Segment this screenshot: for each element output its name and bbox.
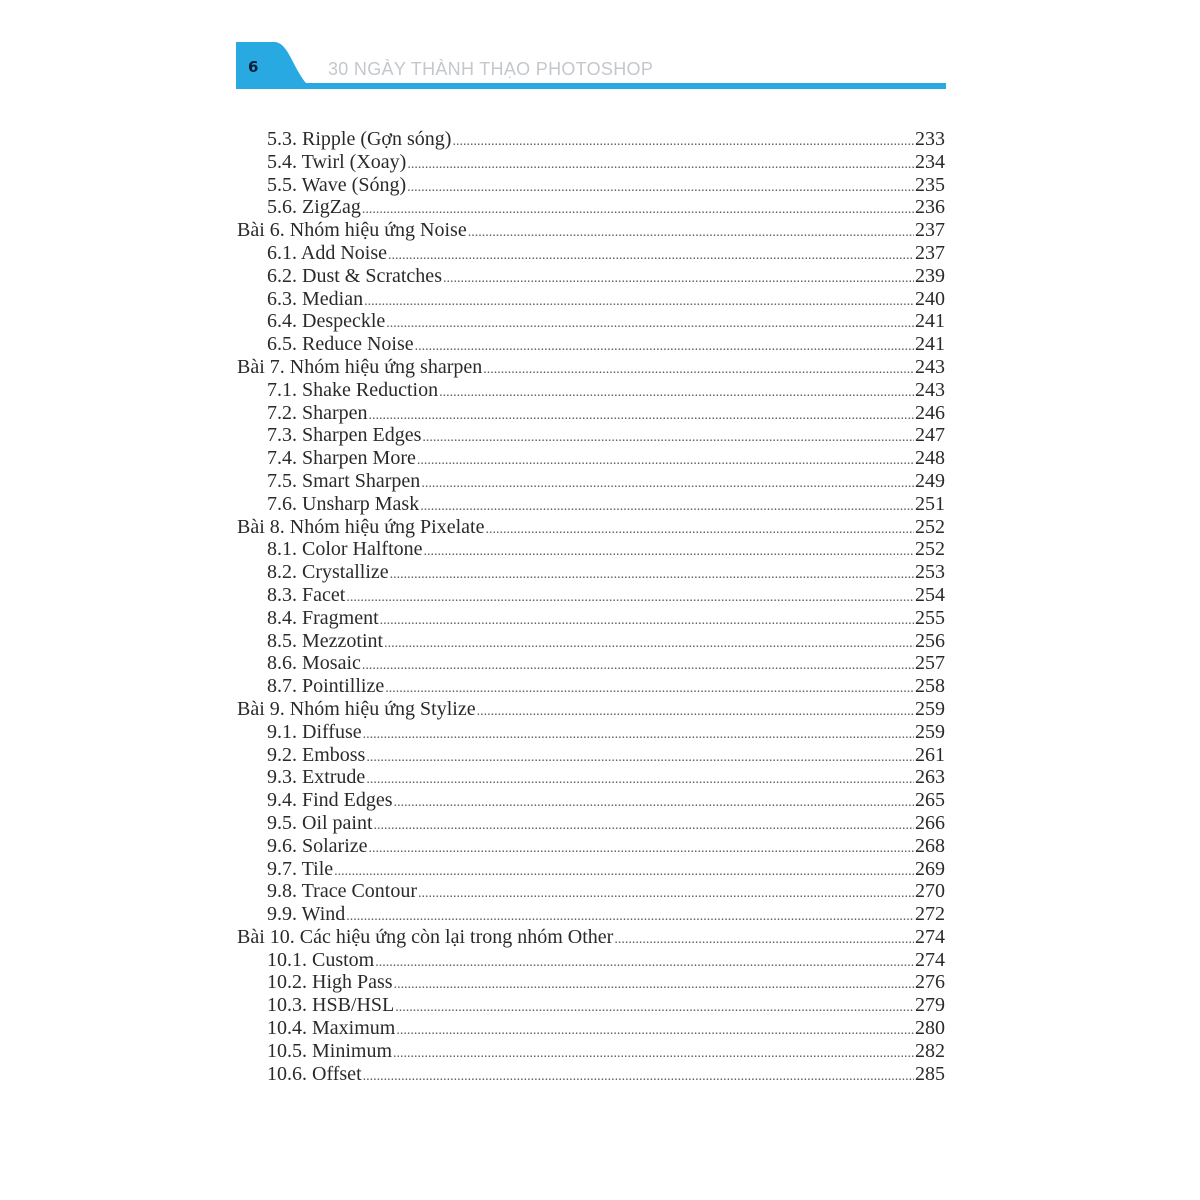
toc-entry-title: Bài 8. Nhóm hiệu ứng Pixelate (237, 515, 485, 538)
toc-dot-leader (384, 633, 914, 656)
toc-entry-title: 7.3. Sharpen Edges (267, 424, 422, 447)
toc-dot-leader (483, 359, 914, 382)
toc-entry-title: 6.4. Despeckle (267, 310, 386, 333)
toc-entry-page-number: 258 (915, 675, 945, 698)
toc-chapter-entry (237, 926, 945, 949)
toc-chapter-entry (237, 356, 945, 379)
toc-entry-title: 9.4. Find Edges (267, 789, 393, 812)
toc-section-entry (237, 242, 945, 265)
toc-section-entry (237, 196, 945, 219)
toc-dot-leader (386, 313, 914, 336)
toc-dot-leader (394, 792, 914, 815)
toc-section-entry (237, 1063, 945, 1086)
toc-entry-page-number: 253 (915, 561, 945, 584)
toc-dot-leader (395, 997, 914, 1020)
toc-entry-title: 9.3. Extrude (267, 766, 366, 789)
toc-section-entry (237, 675, 945, 698)
toc-section-entry (237, 835, 945, 858)
toc-entry-title: 9.6. Solarize (267, 834, 368, 857)
toc-dot-leader (443, 268, 914, 291)
toc-entry-title: 10.6. Offset (267, 1062, 362, 1085)
toc-section-entry (237, 766, 945, 789)
toc-section-entry (237, 744, 945, 767)
toc-entry-page-number: 246 (915, 401, 945, 424)
toc-section-entry (237, 1017, 945, 1040)
toc-dot-leader (422, 427, 914, 450)
toc-entry-title: 9.7. Tile (267, 857, 334, 880)
toc-entry-title: 7.1. Shake Reduction (267, 378, 439, 401)
toc-entry-title: 8.2. Crystallize (267, 561, 389, 584)
toc-section-entry (237, 607, 945, 630)
toc-entry-title: 8.1. Color Halftone (267, 538, 423, 561)
toc-section-entry (237, 630, 945, 653)
toc-dot-leader (346, 587, 914, 610)
toc-entry-page-number: 237 (915, 219, 945, 242)
page-header (236, 42, 946, 92)
toc-dot-leader (439, 382, 914, 405)
toc-entry-page-number: 254 (915, 583, 945, 606)
toc-entry-page-number: 276 (915, 971, 945, 994)
toc-entry-title: 8.5. Mezzotint (267, 629, 384, 652)
toc-dot-leader (363, 1066, 914, 1089)
toc-section-entry (237, 379, 945, 402)
toc-dot-leader (420, 496, 914, 519)
toc-section-entry (237, 880, 945, 903)
toc-entry-page-number: 261 (915, 743, 945, 766)
toc-entry-page-number: 241 (915, 310, 945, 333)
toc-entry-page-number: 266 (915, 811, 945, 834)
toc-entry-title: 5.6. ZigZag (267, 196, 361, 219)
toc-entry-page-number: 270 (915, 880, 945, 903)
toc-section-entry (237, 949, 945, 972)
toc-entry-page-number: 237 (915, 241, 945, 264)
page-number: 6 (248, 58, 259, 76)
toc-dot-leader (477, 701, 914, 724)
toc-entry-page-number: 251 (915, 492, 945, 515)
toc-entry-title: 7.6. Unsharp Mask (267, 492, 420, 515)
toc-entry-page-number: 259 (915, 697, 945, 720)
toc-entry-title: 10.1. Custom (267, 948, 375, 971)
toc-section-entry (237, 447, 945, 470)
toc-entry-title: 10.3. HSB/HSL (267, 994, 395, 1017)
toc-chapter-entry (237, 219, 945, 242)
toc-entry-title: 9.5. Oil paint (267, 811, 373, 834)
toc-entry-title: 8.6. Mosaic (267, 652, 361, 675)
toc-section-entry (237, 288, 945, 311)
toc-entry-page-number: 243 (915, 355, 945, 378)
toc-entry-title: 5.4. Twirl (Xoay) (267, 150, 407, 173)
toc-entry-page-number: 263 (915, 766, 945, 789)
toc-dot-leader (393, 1043, 914, 1066)
toc-section-entry (237, 584, 945, 607)
toc-entry-title: 9.1. Diffuse (267, 720, 362, 743)
toc-entry-page-number: 252 (915, 538, 945, 561)
toc-entry-title: Bài 6. Nhóm hiệu ứng Noise (237, 219, 467, 242)
toc-section-entry (237, 1040, 945, 1063)
toc-dot-leader (418, 883, 914, 906)
toc-entry-page-number: 268 (915, 834, 945, 857)
toc-entry-title: 9.2. Emboss (267, 743, 366, 766)
toc-entry-title: 6.2. Dust & Scratches (267, 264, 442, 287)
toc-entry-page-number: 243 (915, 378, 945, 401)
toc-section-entry (237, 789, 945, 812)
toc-dot-leader (363, 724, 914, 747)
toc-entry-title: Bài 7. Nhóm hiệu ứng sharpen (237, 355, 483, 378)
toc-chapter-entry (237, 516, 945, 539)
toc-entry-page-number: 249 (915, 469, 945, 492)
toc-entry-page-number: 280 (915, 1017, 945, 1040)
toc-dot-leader (362, 655, 914, 678)
toc-entry-title: 5.5. Wave (Sóng) (267, 173, 407, 196)
toc-section-entry (237, 402, 945, 425)
toc-entry-title: 7.5. Smart Sharpen (267, 469, 421, 492)
toc-dot-leader (366, 747, 914, 770)
toc-dot-leader (417, 450, 914, 473)
toc-section-entry (237, 310, 945, 333)
toc-entry-page-number: 285 (915, 1062, 945, 1085)
toc-entry-page-number: 252 (915, 515, 945, 538)
toc-dot-leader (388, 245, 914, 268)
toc-entry-title: 9.8. Trace Contour (267, 880, 417, 903)
toc-section-entry (237, 151, 945, 174)
toc-entry-title: 8.4. Fragment (267, 606, 379, 629)
table-of-contents (237, 128, 945, 1085)
toc-dot-leader (369, 838, 914, 861)
toc-section-entry (237, 561, 945, 584)
toc-dot-leader (364, 291, 914, 314)
toc-entry-page-number: 233 (915, 128, 945, 150)
toc-entry-page-number: 247 (915, 424, 945, 447)
toc-entry-page-number: 255 (915, 606, 945, 629)
toc-entry-title: 9.9. Wind (267, 903, 346, 926)
toc-dot-leader (614, 929, 914, 952)
toc-section-entry (237, 903, 945, 926)
toc-dot-leader (421, 473, 914, 496)
toc-entry-page-number: 279 (915, 994, 945, 1017)
toc-entry-page-number: 265 (915, 789, 945, 812)
toc-entry-page-number: 259 (915, 720, 945, 743)
toc-entry-title: 6.1. Add Noise (267, 241, 387, 264)
toc-entry-page-number: 234 (915, 150, 945, 173)
toc-dot-leader (396, 1020, 914, 1043)
toc-entry-title: Bài 9. Nhóm hiệu ứng Stylize (237, 697, 476, 720)
toc-entry-page-number: 272 (915, 903, 945, 926)
toc-entry-title: 5.3. Ripple (Gợn sóng) (267, 128, 452, 150)
toc-entry-page-number: 274 (915, 948, 945, 971)
toc-entry-page-number: 256 (915, 629, 945, 652)
toc-entry-page-number: 269 (915, 857, 945, 880)
toc-entry-title: Bài 10. Các hiệu ứng còn lại trong nhóm Other (237, 925, 614, 948)
toc-dot-leader (452, 131, 914, 154)
toc-dot-leader (380, 610, 914, 633)
toc-entry-page-number: 236 (915, 196, 945, 219)
toc-section-entry (237, 174, 945, 197)
toc-section-entry (237, 858, 945, 881)
toc-section-entry (237, 652, 945, 675)
toc-section-entry (237, 721, 945, 744)
toc-section-entry (237, 128, 945, 151)
toc-entry-title: 7.4. Sharpen More (267, 447, 416, 470)
toc-entry-title: 10.2. High Pass (267, 971, 393, 994)
toc-entry-title: 10.4. Maximum (267, 1017, 396, 1040)
toc-entry-title: 6.3. Median (267, 287, 364, 310)
toc-dot-leader (407, 177, 914, 200)
toc-dot-leader (334, 861, 914, 884)
toc-dot-leader (415, 336, 914, 359)
toc-entry-page-number: 257 (915, 652, 945, 675)
toc-dot-leader (366, 769, 914, 792)
toc-dot-leader (369, 405, 914, 428)
toc-dot-leader (374, 815, 914, 838)
book-title: 30 NGÀY THÀNH THẠO PHOTOSHOP (328, 59, 654, 79)
toc-entry-title: 7.2. Sharpen (267, 401, 368, 424)
toc-chapter-entry (237, 698, 945, 721)
toc-section-entry (237, 994, 945, 1017)
toc-dot-leader (485, 519, 914, 542)
toc-entry-page-number: 235 (915, 173, 945, 196)
toc-section-entry (237, 538, 945, 561)
toc-section-entry (237, 812, 945, 835)
toc-dot-leader (407, 154, 914, 177)
toc-section-entry (237, 470, 945, 493)
toc-dot-leader (394, 974, 914, 997)
toc-section-entry (237, 493, 945, 516)
toc-section-entry (237, 971, 945, 994)
toc-section-entry (237, 333, 945, 356)
toc-dot-leader (375, 952, 914, 975)
toc-section-entry (237, 424, 945, 447)
toc-entry-page-number: 248 (915, 447, 945, 470)
toc-entry-page-number: 274 (915, 925, 945, 948)
toc-entry-title: 8.3. Facet (267, 583, 346, 606)
toc-entry-page-number: 241 (915, 333, 945, 356)
toc-dot-leader (390, 564, 914, 587)
toc-dot-leader (424, 541, 914, 564)
toc-entry-title: 8.7. Pointillize (267, 675, 385, 698)
toc-entry-page-number: 282 (915, 1039, 945, 1062)
toc-entry-page-number: 240 (915, 287, 945, 310)
toc-entry-title: 6.5. Reduce Noise (267, 333, 414, 356)
toc-entry-page-number: 239 (915, 264, 945, 287)
toc-section-entry (237, 265, 945, 288)
toc-dot-leader (468, 222, 914, 245)
toc-entry-title: 10.5. Minimum (267, 1039, 393, 1062)
